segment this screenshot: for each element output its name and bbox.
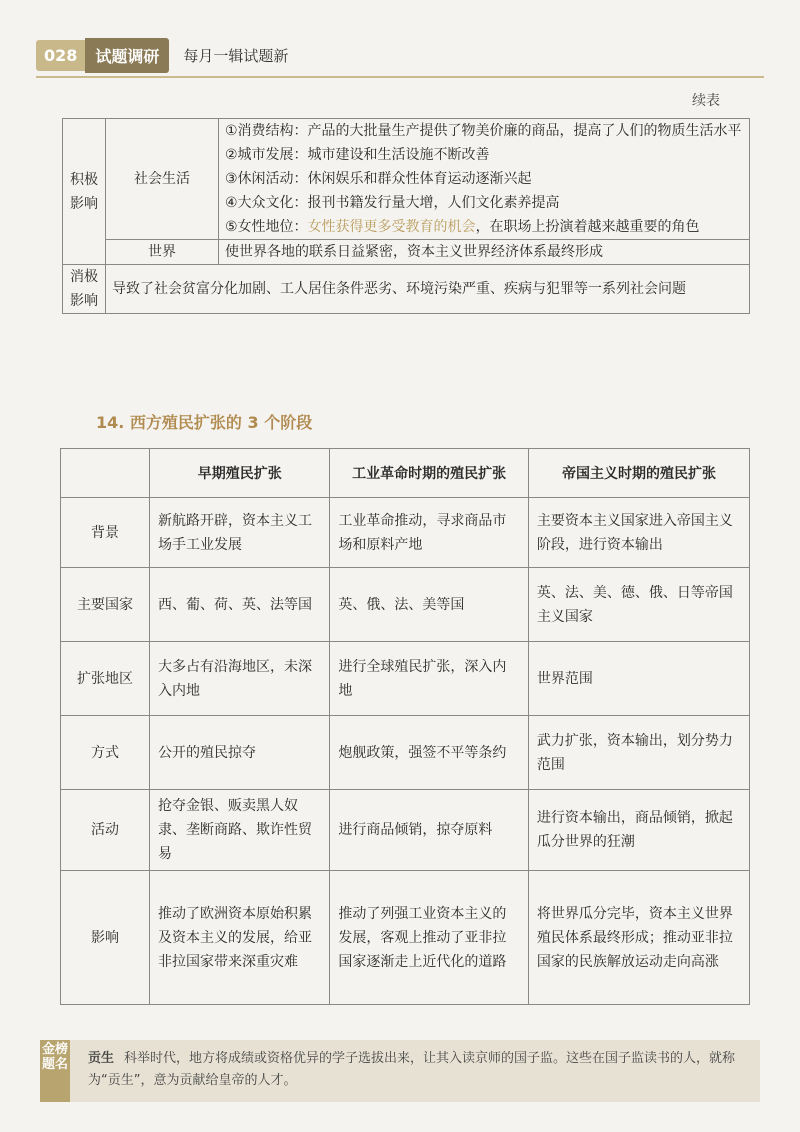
social-item: ①消费结构：产品的大批量生产提供了物美价廉的商品，提高了人们的物质生活水平 (225, 123, 742, 139)
column-header: 帝国主义时期的殖民扩张 (528, 449, 749, 498)
impact-table (62, 118, 750, 314)
table-cell: 主要资本主义国家进入帝国主义阶段，进行资本输出 (528, 498, 749, 568)
social-life-items (219, 119, 750, 240)
header-subtitle: 每月一辑试题新 (183, 46, 289, 65)
table-cell: 英、法、美、德、俄、日等帝国主义国家 (528, 568, 749, 642)
column-header (61, 449, 150, 498)
section-name: 试题调研 (85, 38, 169, 73)
column-header: 工业革命时期的殖民扩张 (330, 449, 528, 498)
row-header: 主要国家 (61, 568, 150, 642)
table-cell: 公开的殖民掠夺 (150, 716, 330, 790)
world-label: 世界 (106, 240, 219, 265)
women-highlight: 女性获得更多受教育的机会 (307, 219, 476, 235)
table-cell: 推动了列强工业资本主义的发展，客观上推动了亚非拉国家逐渐走上近代化的道路 (330, 871, 528, 1005)
women-suffix: ，在职场上扮演着越来越重要的角色 (475, 219, 700, 235)
row-header: 方式 (61, 716, 150, 790)
social-item: ③休闲活动：休闲娱乐和群众性体育运动逐渐兴起 (225, 171, 532, 187)
section-title: 14. 西方殖民扩张的 3 个阶段 (96, 413, 313, 432)
footer-badge: 金榜题名 (40, 1040, 70, 1102)
social-item: ②城市发展：城市建设和生活设施不断改善 (225, 147, 490, 163)
women-prefix: ⑤女性地位： (225, 219, 308, 235)
social-item-women (225, 215, 743, 239)
table-header-row (61, 449, 750, 498)
table-cell: 武力扩张，资本输出，划分势力范围 (528, 716, 749, 790)
page-header (36, 38, 288, 72)
row-header: 背景 (61, 498, 150, 568)
table-cell: 西、葡、荷、英、法等国 (150, 568, 330, 642)
table-row (61, 642, 750, 716)
page-number: 028 (36, 40, 85, 71)
row-header: 扩张地区 (61, 642, 150, 716)
table-row (61, 498, 750, 568)
footer-term: 贡生 (88, 1051, 115, 1066)
negative-impact-text: 导致了社会贫富分化加剧、工人居住条件恶劣、环境污染严重、疾病与犯罪等一系列社会问题 (106, 265, 750, 314)
table-cell: 大多占有沿海地区，未深入内地 (150, 642, 330, 716)
table-cell: 炮舰政策，强签不平等条约 (330, 716, 528, 790)
table-row (61, 790, 750, 871)
social-life-label: 社会生活 (106, 119, 219, 240)
table-cell: 进行全球殖民扩张，深入内地 (330, 642, 528, 716)
social-item: ④大众文化：报刊书籍发行量大增，人们文化素养提高 (225, 195, 560, 211)
positive-impact-label: 积极影响 (63, 119, 106, 265)
world-text: 使世界各地的联系日益紧密，资本主义世界经济体系最终形成 (219, 240, 750, 265)
header-divider (36, 76, 764, 78)
table-cell: 工业革命推动，寻求商品市场和原料产地 (330, 498, 528, 568)
table-row (61, 871, 750, 1005)
table-cell: 将世界瓜分完毕，资本主义世界殖民体系最终形成；推动亚非拉国家的民族解放运动走向高涨 (528, 871, 749, 1005)
footer-text-block (88, 1048, 748, 1092)
row-header: 影响 (61, 871, 150, 1005)
table-cell: 英、俄、法、美等国 (330, 568, 528, 642)
negative-impact-label: 消极影响 (63, 265, 106, 314)
table-row (61, 568, 750, 642)
table-cell: 进行商品倾销，掠夺原料 (330, 790, 528, 871)
table-cell: 进行资本输出，商品倾销，掀起瓜分世界的狂潮 (528, 790, 749, 871)
row-header: 活动 (61, 790, 150, 871)
table-cell: 推动了欧洲资本原始积累及资本主义的发展，给亚非拉国家带来深重灾难 (150, 871, 330, 1005)
footer-note (40, 1040, 760, 1102)
column-header: 早期殖民扩张 (150, 449, 330, 498)
table-cell: 抢夺金银、贩卖黑人奴隶、垄断商路、欺诈性贸易 (150, 790, 330, 871)
colonial-expansion-table (60, 448, 750, 1005)
continued-label: 续表 (692, 93, 720, 109)
table-row (61, 716, 750, 790)
footer-text: 科举时代，地方将成绩或资格优异的学子选拔出来，让其入读京师的国子监。这些在国子监读书的人，就称为“贡生”，意为贡献给皇帝的人才。 (88, 1051, 736, 1088)
table-cell: 新航路开辟，资本主义工场手工业发展 (150, 498, 330, 568)
table-cell: 世界范围 (528, 642, 749, 716)
